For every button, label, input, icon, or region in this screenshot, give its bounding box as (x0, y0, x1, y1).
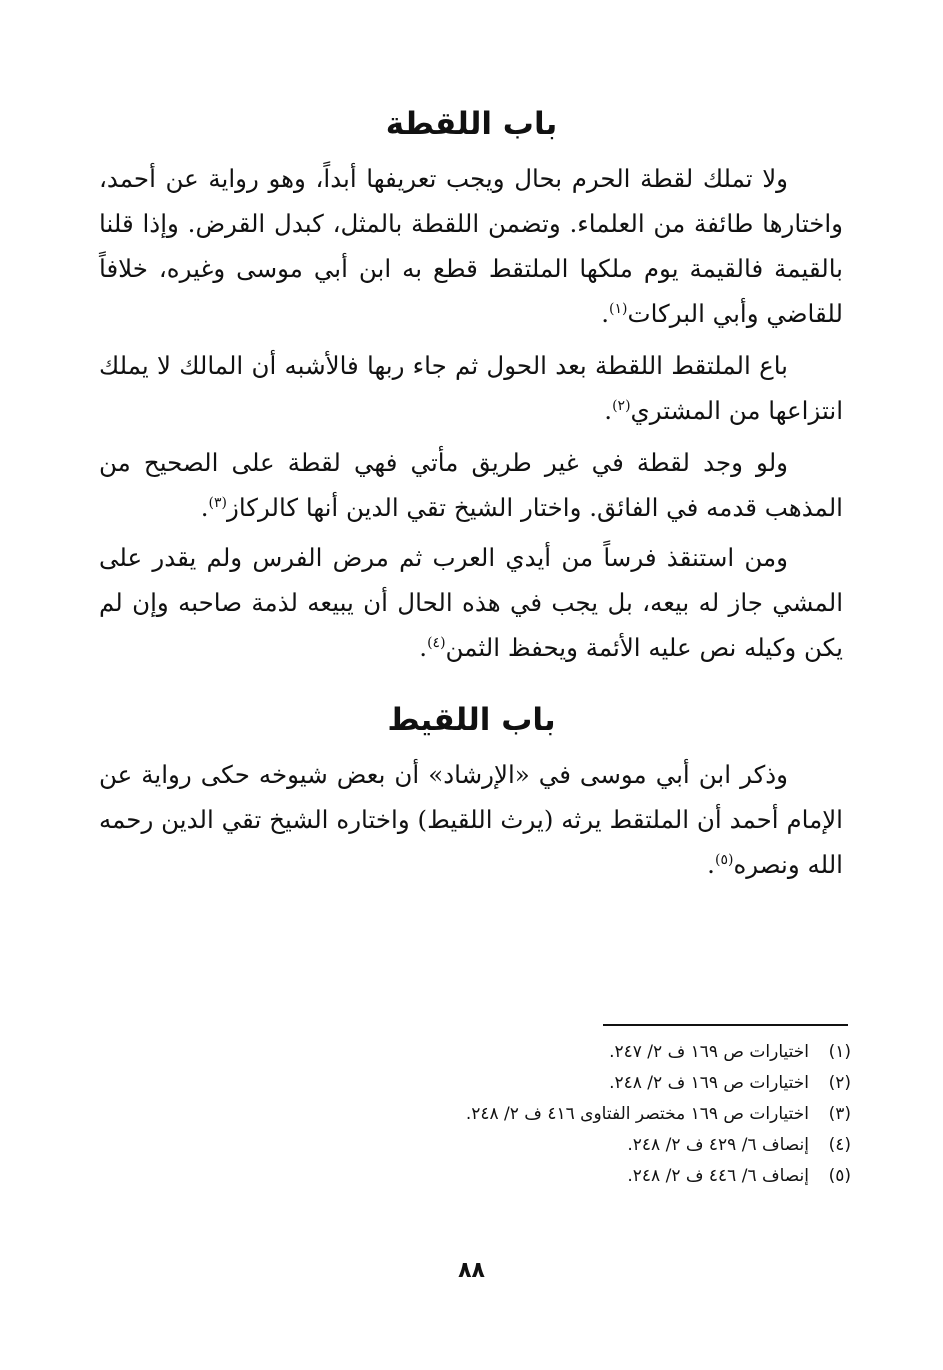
footnote-marker: (٢) (612, 397, 631, 414)
section-title-luqata: باب اللقطة (385, 106, 558, 142)
footnote-text: اختيارات ص ١٦٩ مختصر الفتاوى ٤١٦ ف ٢/ ٢٤٨. (465, 1104, 809, 1124)
footnote (291, 1099, 851, 1130)
paragraph-text: ومن استنقذ فرساً من أيدي العرب ثم مرض الفرس ولم يقدر على المشي جاز له بيعه، بل يجب في هذه الحال أن يبيعه لذمة صاحبه وإن لم يكن وكيله نص عليه الأئمة ويحفظ الثمن (99, 543, 843, 662)
paragraph (99, 156, 843, 336)
footnote (291, 1161, 851, 1192)
footnote-number: (٢) (828, 1073, 851, 1093)
paragraph (99, 343, 843, 433)
paragraph-text: ولو وجد لقطة في غير طريق مأتي فهي لقطة على الصحيح من المذهب قدمه في الفائق. واختار الشيخ تقي الدين أنها كالركاز (99, 448, 843, 522)
footnote-marker: (٤) (427, 634, 446, 651)
footnote (291, 1037, 851, 1068)
footnote-text: إنصاف ٦/ ٤٢٩ ف ٢/ ٢٤٨. (627, 1135, 809, 1155)
page-number: ٨٨ (458, 1258, 485, 1283)
footnote-text: اختيارات ص ١٦٩ ف ٢/ ٢٤٨. (609, 1073, 809, 1093)
paragraph-end: . (200, 493, 209, 522)
footnote-number: (٣) (828, 1104, 851, 1124)
footnote (291, 1068, 851, 1099)
paragraph-text: باع الملتقط اللقطة بعد الحول ثم جاء ربها فالأشبه أن المالك لا يملك انتزاعها من المشتري (99, 351, 843, 425)
paragraph (99, 752, 843, 887)
footnote-number: (٤) (828, 1135, 851, 1155)
paragraph-end: . (707, 850, 715, 879)
footnote-marker: (٥) (714, 851, 734, 868)
paragraph (99, 440, 843, 530)
paragraph-text: وذكر ابن أبي موسى في «الإرشاد» أن بعض شيوخه حكى رواية عن الإمام أحمد أن الملتقط يرثه (يرث اللقيط) واختاره الشيخ تقي الدين رحمه الله ونصره (99, 760, 843, 879)
paragraph-text: ولا تملك لقطة الحرم بحال ويجب تعريفها أبداً، وهو رواية عن أحمد، واختارها طائفة من العلماء. وتضمن اللقطة بالمثل، كبدل القرض. وإذا قلنا بالقيمة فالقيمة يوم ملكها الملتقط قطع به ابن أبي موسى وغيره، خلافاً للقاضي وأبي البركات (99, 164, 843, 328)
footnotes-list (291, 1037, 851, 1192)
footnote-text: اختيارات ص ١٦٩ ف ٢/ ٢٤٧. (609, 1042, 809, 1062)
section-title-laqit: باب اللقيط (387, 702, 556, 738)
footnote-divider (603, 1024, 848, 1026)
paragraph-end: . (419, 633, 428, 662)
footnote-number: (١) (828, 1042, 851, 1062)
paragraph-end: . (604, 396, 613, 425)
paragraph (99, 535, 843, 670)
footnote-number: (٥) (828, 1166, 851, 1186)
paragraph-end: . (601, 299, 610, 328)
footnote (291, 1130, 851, 1161)
footnote-text: إنصاف ٦/ ٤٤٦ ف ٢/ ٢٤٨. (627, 1166, 809, 1186)
footnote-marker: (١) (609, 300, 628, 317)
footnote-marker: (٣) (208, 494, 227, 511)
